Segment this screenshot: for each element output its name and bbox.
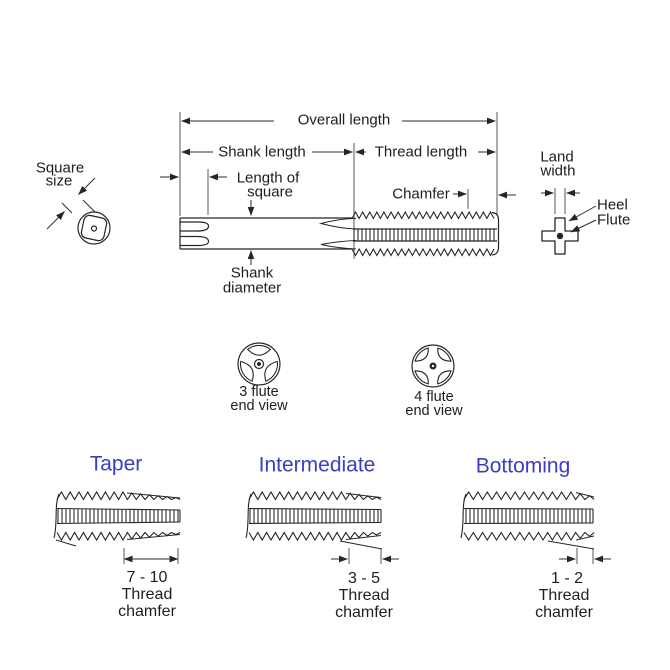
intermediate-heading: Intermediate <box>258 453 376 477</box>
shank-diameter-label-line1: Shank <box>230 264 274 282</box>
bottoming-caption-line2: chamfer <box>535 604 593 621</box>
land-width-label-line2: width <box>540 162 576 180</box>
square-size-label-line2: size <box>45 172 73 190</box>
intermediate-chamfer-dimension <box>331 548 399 564</box>
bottoming-chamfer-range: 1 - 2 <box>550 570 584 587</box>
taper-tap-drawing <box>54 492 180 546</box>
shank-diameter-label-line2: diameter <box>222 279 282 297</box>
taper-caption-line1: Thread <box>121 586 173 603</box>
heel-label: Heel <box>597 196 628 214</box>
intermediate-caption-line2: chamfer <box>335 604 393 621</box>
bottoming-chamfer-dimension <box>559 548 611 564</box>
length-of-square-label-line1: Length of <box>236 169 300 187</box>
three-flute-caption-line2: end view <box>230 397 288 414</box>
square-size-label-line1: Square <box>35 159 85 177</box>
chamfer-label: Chamfer <box>392 185 450 203</box>
intermediate-tap-drawing <box>246 492 382 549</box>
land-width-label-line1: Land <box>540 148 574 166</box>
taper-chamfer-dimension <box>124 548 178 564</box>
land-width-end-view <box>541 188 596 254</box>
bottoming-heading: Bottoming <box>475 454 571 478</box>
four-flute-end-view <box>412 345 454 387</box>
taper-heading: Taper <box>89 452 143 476</box>
intermediate-chamfer-range: 3 - 5 <box>347 570 381 587</box>
thread-length-label: Thread length <box>374 143 468 161</box>
intermediate-caption-line1: Thread <box>338 587 390 604</box>
bottoming-caption-line1: Thread <box>538 587 590 604</box>
taper-caption-line2: chamfer <box>118 603 176 620</box>
overall-length-label: Overall length <box>297 111 391 129</box>
square-end-view <box>78 212 110 244</box>
three-flute-end-view <box>238 343 280 385</box>
four-flute-caption-line1: 4 flute <box>414 388 454 405</box>
four-flute-caption-line2: end view <box>405 402 463 419</box>
length-of-square-label-line2: square <box>247 183 293 201</box>
shank-length-label: Shank length <box>218 143 306 161</box>
flute-label: Flute <box>597 211 631 229</box>
taper-chamfer-range: 7 - 10 <box>126 569 168 586</box>
tap-side-view <box>180 212 499 256</box>
bottoming-tap-drawing <box>461 492 594 549</box>
three-flute-caption-line1: 3 flute <box>239 383 279 400</box>
